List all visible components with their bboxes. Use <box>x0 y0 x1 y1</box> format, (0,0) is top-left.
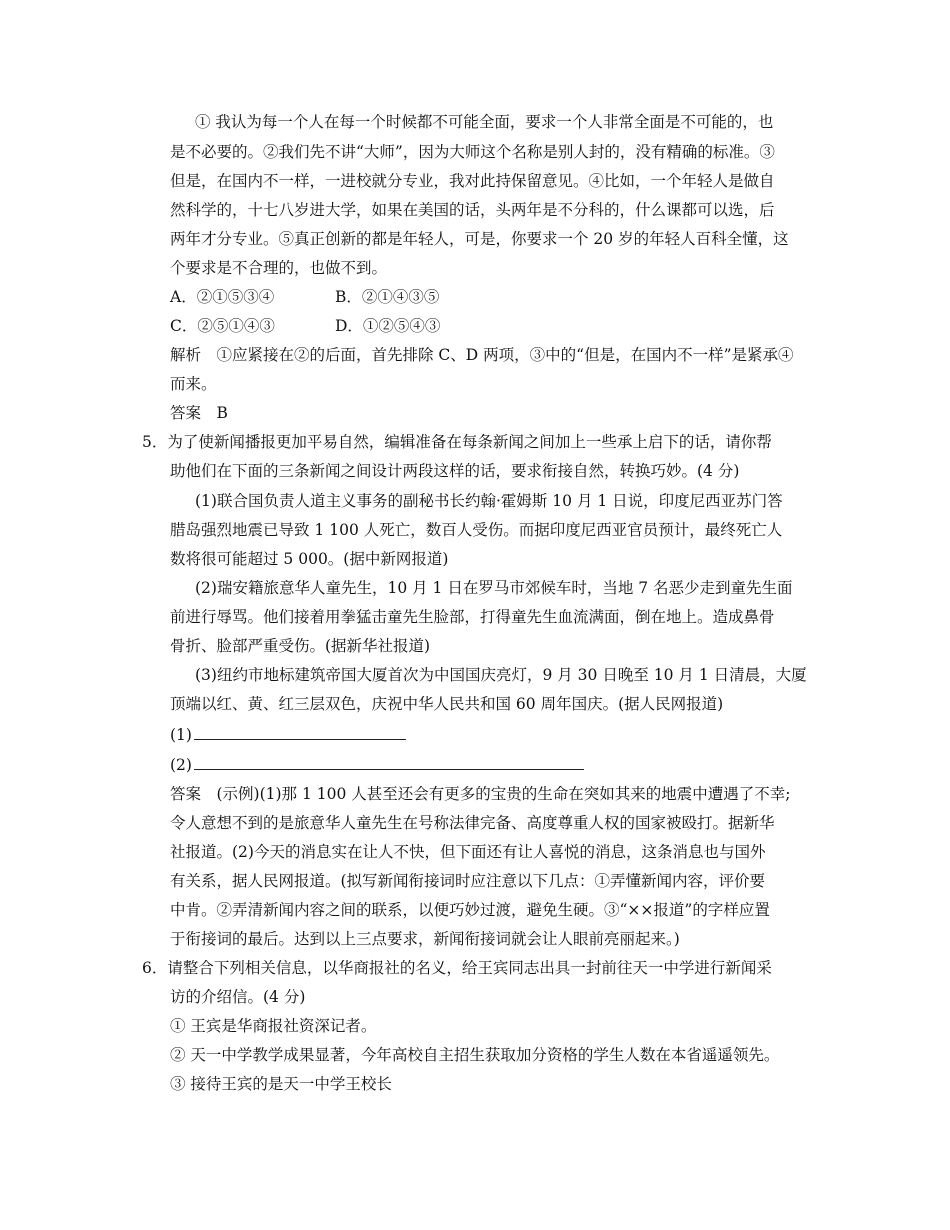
q5-news2-line: (2)瑞安籍旅意华人童先生，10 月 1 日在罗马市郊候车时，当地 7 名恶少走到童先生面 <box>195 579 793 597</box>
q5-answer-line: 有关系，据人民网报道。(拟写新闻衔接词时应注意以下几点：①弄懂新闻内容，评价要 <box>170 872 766 890</box>
q5-news3-line: (3)纽约市地标建筑帝国大厦首次为中国国庆亮灯，9 月 30 日晚至 10 月 1 日清晨，大厦 <box>195 666 807 684</box>
q4-answer: 答案 B <box>170 404 228 422</box>
q5-news2-line: 骨折、脸部严重受伤。(据新华社报道) <box>170 637 431 655</box>
answer-blank-line <box>194 755 584 770</box>
q5-answer-line: 中肯。②弄清新闻内容之间的联系，以便巧妙过渡，避免生硬。③“××报道”的字样应置 <box>170 901 770 919</box>
q4-passage-line: 但是，在国内不一样，一进校就分专业，我对此持保留意见。④比如，一个年轻人是做自 <box>170 172 775 190</box>
q4-option-b: B．②①④③⑤ <box>335 288 440 306</box>
q5-news1-line: 腊岛强烈地震已导致 1 100 人死亡，数百人受伤。而据印度尼西亚官员预计，最终死亡人 <box>170 521 783 539</box>
q5-blank-1-label: (1) <box>170 726 192 744</box>
q4-passage-line: 个要求是不合理的，也做不到。 <box>170 259 388 277</box>
q5-answer-line: 于衔接词的最后。达到以上三点要求，新闻衔接词就会让人眼前亮丽起来。) <box>170 930 680 948</box>
q5-answer-line: 答案 (示例)(1)那 1 100 人甚至还会有更多的宝贵的生命在突如其来的地震中遭遇了不幸; <box>170 785 791 803</box>
q4-option-d: D．①②⑤④③ <box>335 317 441 335</box>
q4-option-c: C．②⑤①④③ <box>170 317 275 335</box>
q5-stem-line: 5．为了使新闻播报更加平易自然，编辑准备在每条新闻之间加上一些承上启下的话，请你帮 <box>142 433 772 451</box>
answer-blank-line <box>194 725 406 740</box>
q5-blank-2-label: (2) <box>170 756 192 774</box>
q6-stem-line: 6．请整合下列相关信息，以华商报社的名义，给王宾同志出具一封前往天一中学进行新闻采 <box>142 959 772 977</box>
q4-passage-line: 是不必要的。②我们先不讲“大师”，因为大师这个名称是别人封的，没有精确的标准。③ <box>170 143 775 161</box>
q4-passage-line: ① 我认为每一个人在每一个时候都不可能全面，要求一个人非常全面是不可能的，也 <box>195 113 774 131</box>
q5-news1-line: (1)联合国负责人道主义事务的副秘书长约翰·霍姆斯 10 月 1 日说，印度尼西亚苏门答 <box>195 492 783 510</box>
q4-passage-line: 两年才分专业。⑤真正创新的都是年轻人，可是，你要求一个 20 岁的年轻人百科全懂，这 <box>170 230 789 248</box>
q5-stem-line: 助他们在下面的三条新闻之间设计两段这样的话，要求衔接自然，转换巧妙。(4 分) <box>170 462 740 480</box>
q6-stem-line: 访的介绍信。(4 分) <box>170 988 306 1006</box>
q6-item: ② 天一中学教学成果显著，今年高校自主招生获取加分资格的学生人数在本省遥遥领先。 <box>170 1046 780 1064</box>
q5-news1-line: 数将很可能超过 5 000。(据中新网报道) <box>170 550 449 568</box>
q5-blank-2 <box>170 754 584 776</box>
q4-option-a: A．②①⑤③④ <box>170 288 275 306</box>
q5-answer-line: 社报道。(2)今天的消息实在让人不快，但下面还有让人喜悦的消息，这条消息也与国外 <box>170 843 766 861</box>
q4-analysis-line: 而来。 <box>170 375 217 393</box>
q4-analysis-line: 解析 ①应紧接在②的后面，首先排除 C、D 两项，③中的“但是，在国内不一样”是紧承④ <box>170 346 794 364</box>
q5-news2-line: 前进行辱骂。他们接着用拳猛击童先生脸部，打得童先生血流满面，倒在地上。造成鼻骨 <box>170 608 775 626</box>
q4-passage-line: 然科学的，十七八岁进大学，如果在美国的话，头两年是不分科的，什么课都可以选，后 <box>170 201 775 219</box>
q6-item: ③ 接待王宾的是天一中学王校长 <box>170 1075 392 1093</box>
q6-item: ① 王宾是华商报社资深记者。 <box>170 1017 377 1035</box>
q5-blank-1 <box>170 724 406 746</box>
q5-news3-line: 顶端以红、黄、红三层双色，庆祝中华人民共和国 60 周年国庆。(据人民网报道) <box>170 695 724 713</box>
q5-answer-line: 令人意想不到的是旅意华人童先生在号称法律完备、高度尊重人权的国家被殴打。据新华 <box>170 814 775 832</box>
